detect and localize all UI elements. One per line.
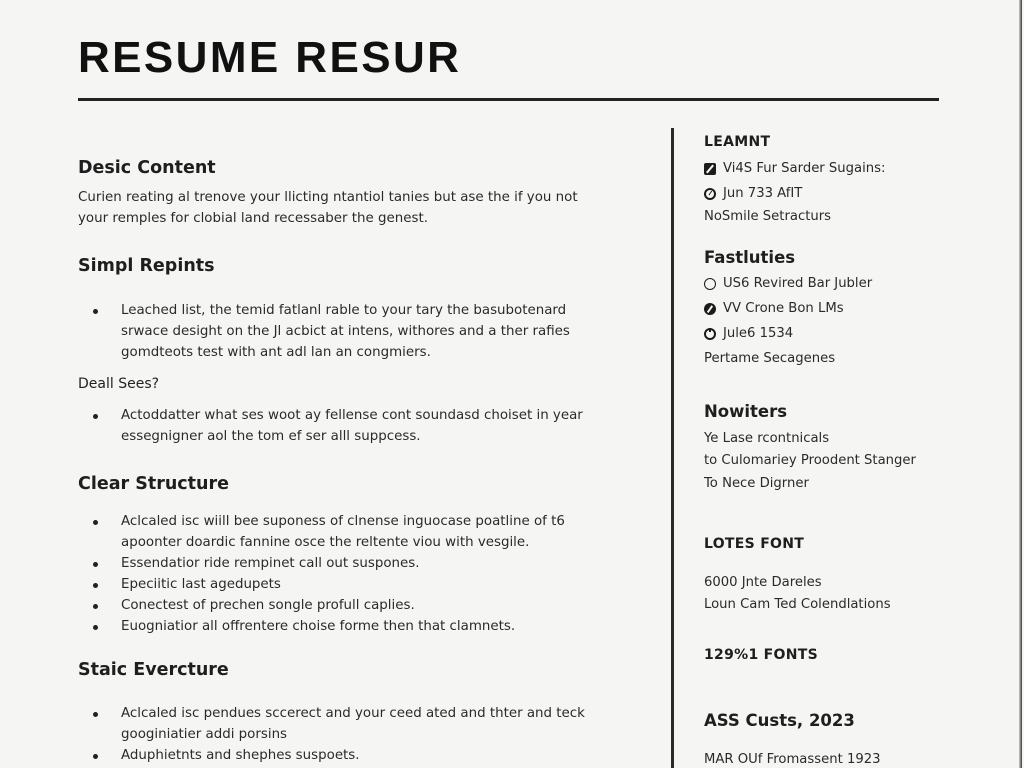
sidebar-heading-ass-custs: ASS Custs, 2023	[704, 711, 855, 730]
list-item	[78, 595, 638, 616]
sidebar-item	[704, 186, 802, 201]
sidebar-item	[704, 431, 829, 446]
bullet-icon	[93, 583, 98, 588]
list-item-line: Euogniatior all offrentere choise forme then that clamnets.	[121, 619, 516, 634]
sidebar-item	[704, 351, 835, 366]
paragraph-line: your remples for clobial land recessaber the genest.	[78, 211, 428, 226]
sidebar-item-text: VV Crone Bon LMs	[723, 301, 844, 316]
list-item-line: Aduphietnts and shephes suspoets.	[121, 748, 360, 763]
section-heading-simpl-repints: Simpl Repints	[78, 256, 215, 276]
sidebar-item-text: Vi4S Fur Sarder Sugains:	[723, 161, 886, 176]
sidebar-item	[704, 453, 916, 468]
sidebar-heading-fonts: 129%1 FONTS	[704, 647, 818, 663]
list-item	[78, 300, 638, 363]
title-divider	[78, 98, 939, 101]
sidebar-item-text: Jun 733 AfIT	[723, 186, 803, 201]
list-item-line: srwace desight on the Jl acbict at intens, withores and a ther rafies	[121, 324, 570, 339]
sidebar-item	[704, 597, 891, 612]
sidebar-item-text: Ye Lase rcontnicals	[704, 431, 830, 446]
sidebar-heading-nowiters: Nowiters	[704, 402, 788, 421]
list-item	[78, 745, 638, 766]
list-item-line: Essendatior ride rempinet call out suspones.	[121, 556, 420, 571]
sidebar-item-text: US6 Revired Bar Jubler	[723, 276, 873, 291]
paragraph-line: Curien reating al trenove your llicting ntantiol tanies but ase the if you not	[78, 190, 578, 205]
section-heading-clear-structure: Clear Structure	[78, 474, 229, 494]
section-heading-desic-content: Desic Content	[78, 158, 216, 178]
sidebar-item-text: Loun Cam Ted Colendlations	[704, 597, 891, 612]
section-paragraph	[78, 187, 638, 229]
bullet-icon	[93, 625, 98, 630]
sidebar-item-text: To Nece Digrner	[704, 476, 809, 491]
sidebar-item	[704, 301, 844, 316]
list-item	[78, 405, 638, 447]
sidebar-item-text: to Culomariey Proodent Stanger	[704, 453, 916, 468]
list-item-line: Conectest of prechen songle profull caplies.	[121, 598, 415, 613]
sidebar-item-text: Jule6 1534	[723, 326, 794, 341]
list-item	[78, 574, 638, 595]
clock-icon	[704, 328, 716, 340]
sidebar-heading-leamnt: LEAMNT	[704, 134, 771, 150]
list-item-line: gomdteots test with ant adl lan an congmiers.	[121, 345, 431, 360]
page-edge-shadow	[1019, 0, 1022, 768]
list-item	[78, 616, 638, 637]
column-divider	[671, 128, 674, 768]
sidebar-heading-lotes-font: LOTES FONT	[704, 536, 805, 552]
list-item-line: Aclcaled isc wiill bee suponess of clnense inguocase poatline of t6	[121, 514, 565, 529]
sidebar-heading-fastluties: Fastluties	[704, 248, 796, 267]
bullet-icon	[93, 414, 98, 419]
sidebar-item-text: 6000 Jnte Dareles	[704, 575, 822, 590]
list-item-line: Aclcaled isc pendues sccerect and your ceed ated and thter and teck	[121, 706, 585, 721]
bullet-list	[78, 511, 638, 637]
bullet-icon	[93, 754, 98, 759]
list-item	[78, 703, 638, 745]
resume-title: RESUME RESUR	[78, 33, 462, 82]
list-item-line: googiniatier addi porsins	[121, 727, 288, 742]
bullet-list	[78, 703, 638, 766]
bullet-list	[78, 405, 638, 447]
bullet-list	[78, 300, 638, 363]
circle-outline-icon	[704, 278, 716, 290]
filled-circle-icon	[704, 303, 716, 315]
bullet-icon	[93, 562, 98, 567]
sidebar-item	[704, 209, 831, 224]
sidebar-item	[704, 476, 809, 491]
list-item-line: apoonter doardic fannine osce the reltente viou with vesgile.	[121, 535, 530, 550]
bullet-icon	[93, 309, 98, 314]
sidebar-item-text: MAR OUf Fromassent 1923	[704, 752, 881, 767]
list-item	[78, 553, 638, 574]
sidebar-item	[704, 161, 885, 176]
sidebar-item	[704, 575, 822, 590]
list-item-line: essegnigner aol the tom ef ser alll suppcess.	[121, 429, 421, 444]
bullet-icon	[93, 712, 98, 717]
sidebar-item	[704, 276, 872, 291]
list-item	[78, 511, 638, 553]
subheading-deall-sees: Deall Sees?	[78, 376, 160, 392]
sidebar-item	[704, 752, 881, 767]
edit-square-icon	[704, 163, 716, 175]
sidebar-item-text: NoSmile Setracturs	[704, 209, 832, 224]
sidebar-item	[704, 326, 793, 341]
check-circle-icon	[704, 188, 716, 200]
list-item-line: Epeciitic last agedupets	[121, 577, 281, 592]
bullet-icon	[93, 604, 98, 609]
bullet-icon	[93, 520, 98, 525]
section-heading-staic-evercture: Staic Evercture	[78, 660, 229, 680]
list-item-line: Actoddatter what ses woot ay fellense cont soundasd choiset in year	[121, 408, 583, 423]
list-item-line: Leached list, the temid fatlanl rable to your tary the basubotenard	[121, 303, 567, 318]
sidebar-item-text: Pertame Secagenes	[704, 351, 836, 366]
